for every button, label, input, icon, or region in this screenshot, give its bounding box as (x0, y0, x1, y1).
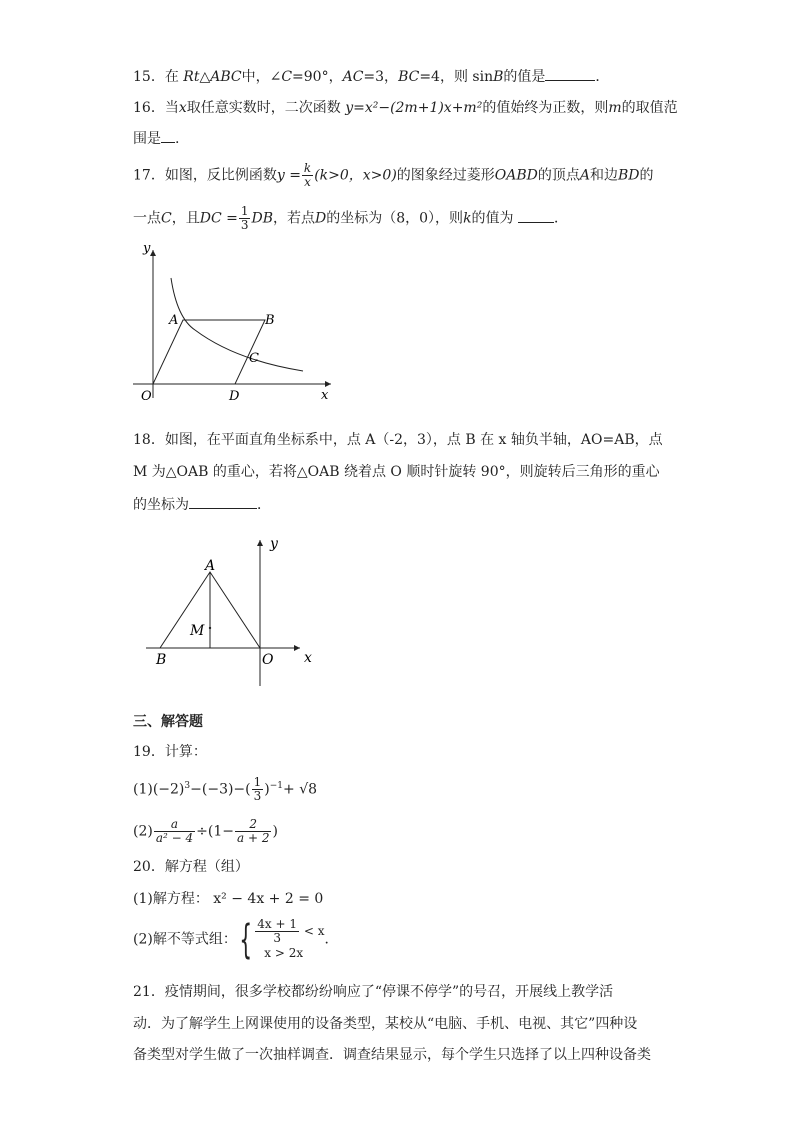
q17-text: 一点 (133, 210, 161, 227)
frac-den: 3 (273, 931, 281, 945)
q17-var: k (463, 210, 472, 227)
q19-expr: ÷(1− (196, 823, 234, 840)
question-20-part2 (133, 918, 339, 961)
q17-var: A (579, 167, 591, 184)
q15-text: 的值是 (503, 69, 546, 85)
ineq-fraction (255, 918, 299, 945)
q15-text: 中，∠ (241, 69, 282, 85)
frac-num: 4x + 1 (257, 917, 298, 931)
q17-text: 17．如图，反比例函数 (133, 167, 277, 184)
q17-var: OABD (494, 167, 538, 184)
point-b-label: B (156, 652, 167, 668)
answer-blank[interactable] (545, 66, 595, 81)
q17-condition: (k>0，x>0) (314, 167, 397, 184)
q17-text: 的坐标为（8，0），则 (326, 210, 464, 227)
question-21-line3: 备类型对学生做了一次抽样调查．调查结果显示，每个学生只选择了以上四种设备类 (133, 1047, 651, 1063)
answer-blank[interactable] (189, 494, 257, 509)
y-label: y (270, 536, 278, 552)
question-16-line2 (133, 128, 179, 149)
q17-text: ． (554, 210, 568, 227)
q15-text: =90°， (292, 69, 343, 85)
point-b-label: B (265, 313, 275, 328)
q17-var: DC = (199, 210, 238, 227)
q17-fraction-third (239, 205, 251, 232)
question-16 (133, 98, 678, 118)
frac-num: a (154, 818, 195, 832)
y-label: y (143, 241, 151, 256)
q15-text: ． (595, 69, 610, 85)
q17-var: C (161, 210, 172, 227)
frac-den: 3 (253, 789, 262, 804)
q19-expr: −(−3)−( (190, 781, 251, 798)
q16-text: 的取值范 (621, 100, 678, 116)
q15-triangle: Rt△ABC (183, 69, 242, 85)
q19-expr: + √8 (283, 781, 318, 798)
q15-text: =4，则 sin (419, 69, 494, 85)
point-c-label: C (249, 351, 259, 366)
question-15 (133, 66, 609, 87)
answer-blank[interactable] (161, 128, 175, 143)
inequality-2: x > 2x (264, 946, 304, 960)
q19-fraction (154, 818, 195, 845)
question-19-part2 (133, 818, 278, 845)
q19-expr: ) (264, 781, 270, 798)
point-d-label: D (229, 389, 240, 404)
point-a-label: A (205, 558, 216, 574)
figure-18 (140, 534, 320, 692)
question-21-line2: 动．为了解学生上网课使用的设备类型，某校从“电脑、手机、电视、其它”四种设 (133, 1016, 638, 1032)
section-heading: 三、解答题 (133, 714, 203, 730)
question-20-part1: (1)解方程： x² − 4x + 2 = 0 (133, 891, 324, 907)
inequality-1 (254, 918, 324, 945)
q18-text: M 为△OAB 的重心，若将△OAB 绕着点 O 顺时针旋转 90°，则旋转后三角形的重心 (133, 464, 660, 480)
ineq-rel: < x (303, 924, 325, 938)
q17-text: ，若点 (273, 210, 315, 227)
x-label: x (321, 388, 329, 403)
q18-text: 18．如图，在平面直角坐标系中，点 A（-2，3），点 B 在 x 轴负半轴，AO=AB，点 (133, 432, 663, 448)
q15-text: 15．在 (133, 69, 179, 85)
question-19-part1 (133, 776, 317, 803)
frac-den: 3 (240, 218, 249, 232)
q19-fraction (252, 776, 264, 803)
answer-blank[interactable] (518, 208, 554, 223)
q16-var: m (608, 100, 622, 116)
q16-text: 16．当 (133, 100, 179, 116)
q17-text: 的图象经过菱形 (396, 167, 495, 184)
q19-exponent: 3 (184, 781, 191, 791)
q19-exponent: −1 (269, 781, 284, 791)
q18-text: ． (257, 497, 271, 513)
frac-num: 2 (235, 818, 271, 832)
q16-text: 取任意实数时，二次函数 (186, 100, 341, 116)
q16-text: 的值始终为正数，则 (482, 100, 609, 116)
q16-function: y=x²−(2m+1)x+m² (345, 100, 483, 116)
point-a-label: A (169, 313, 179, 328)
question-20: 20．解方程（组） (133, 859, 249, 875)
question-17-line2 (133, 205, 568, 232)
frac-num: k (303, 161, 312, 175)
q20-text: (2)解不等式组： (133, 931, 237, 948)
question-18-line2 (133, 462, 660, 482)
q17-var: D (315, 210, 327, 227)
q18-text: 的坐标为 (133, 497, 189, 513)
brace-icon: { (239, 916, 252, 963)
question-17 (133, 162, 654, 189)
q16-var: x (178, 100, 187, 116)
point-o-label: O (141, 389, 152, 404)
q17-var: BD (618, 167, 640, 184)
q17-text: 和边 (590, 167, 619, 184)
point-m-label: M (190, 623, 205, 639)
q15-var: C (281, 69, 293, 85)
frac-den: a + 2 (236, 831, 270, 845)
question-19: 19．计算： (133, 744, 207, 760)
q15-text: =3， (363, 69, 399, 85)
q17-text: ，且 (171, 210, 200, 227)
inequality-system (254, 918, 324, 961)
frac-num: 1 (253, 775, 262, 790)
centroid-m (209, 627, 211, 629)
question-21: 21．疫情期间，很多学校都纷纷响应了“停课不停学”的号召，开展线上教学活 (133, 984, 614, 1000)
q17-var: y = (276, 167, 301, 184)
question-18 (133, 430, 663, 450)
question-18-line3 (133, 494, 271, 515)
x-label: x (304, 650, 312, 666)
frac-den: a² − 4 (155, 831, 194, 845)
q19-expr: (2) (133, 823, 153, 840)
q16-text: . (175, 131, 180, 147)
frac-den: x (304, 175, 311, 189)
q15-var: AC (342, 69, 364, 85)
q15-var: B (493, 69, 504, 85)
q15-var: BC (398, 69, 420, 85)
q19-expr: ) (272, 823, 278, 840)
q17-text: 的 (639, 167, 654, 184)
q19-expr: (1)(−2) (133, 781, 185, 798)
q20-text: ． (324, 931, 339, 948)
figure-17 (125, 238, 340, 408)
q17-var: DB (251, 210, 273, 227)
q17-text: 的顶点 (537, 167, 580, 184)
q16-text: 围是 (133, 131, 161, 147)
q17-text: 的值为 (471, 210, 514, 227)
q19-fraction (235, 818, 271, 845)
hyperbola-curve (171, 278, 303, 371)
point-o-label: O (262, 652, 274, 668)
q17-fraction (302, 162, 313, 189)
frac-num: 1 (240, 204, 249, 218)
